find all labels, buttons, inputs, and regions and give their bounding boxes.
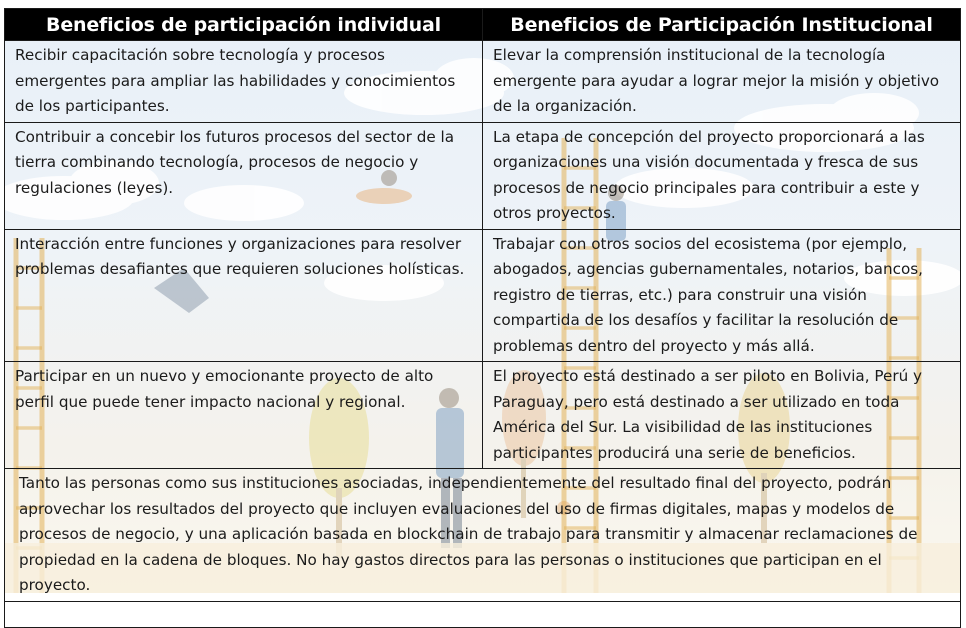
table-row (5, 229, 961, 362)
header-institutional: Beneficios de Participación Institucional (483, 9, 961, 41)
institutional-benefit-cell: Elevar la comprensión institucional de la tecnología emergente para ayudar a lograr mejor la misión y objetivo de la organización. (483, 41, 961, 123)
institutional-benefit-cell: La etapa de concepción del proyecto proporcionará a las organizaciones una visión documentada y fresca de sus procesos de negocio principales para contribuir a este y otros proyectos. (483, 122, 961, 229)
individual-benefit-cell: Contribuir a concebir los futuros procesos del sector de la tierra combinando tecnología, procesos de negocio y regulaciones (leyes). (5, 122, 483, 229)
individual-benefit-cell: Participar en un nuevo y emocionante proyecto de alto perfil que puede tener impacto nacional y regional. (5, 362, 483, 469)
empty-row (5, 601, 961, 627)
institutional-benefit-cell: El proyecto está destinado a ser piloto en Bolivia, Perú y Paraguay, pero está destinado a ser utilizado en toda América del Sur. La visibilidad de las instituciones participantes producirá una serie de beneficios. (483, 362, 961, 469)
header-individual: Beneficios de participación individual (5, 9, 483, 41)
summary-row (5, 469, 961, 602)
summary-cell: Tanto las personas como sus instituciones asociadas, independientemente del resultado final del proyecto, podrán aprovechar los resultados del proyecto que incluyen evaluaciones del uso de firmas digitales, mapas y modelos de procesos de negocio, y una aplicación basada en blockchain de trabajo para transmitir y almacenar reclamaciones de propiedad en la cadena de bloques. No hay gastos directos para las personas o instituciones que participan en el proyecto. (5, 469, 961, 602)
individual-benefit-cell: Interacción entre funciones y organizaciones para resolver problemas desafiantes que requieren soluciones holísticas. (5, 229, 483, 362)
individual-benefit-cell: Recibir capacitación sobre tecnología y procesos emergentes para ampliar las habilidades y conocimientos de los participantes. (5, 41, 483, 123)
institutional-benefit-cell: Trabajar con otros socios del ecosistema (por ejemplo, abogados, agencias gubernamentales, notarios, bancos, registro de tierras, etc.) para construir una visión compartida de los desafíos y facilitar la resolución de problemas dentro del proyecto y más allá. (483, 229, 961, 362)
table-row (5, 362, 961, 469)
table-row (5, 41, 961, 123)
table-row (5, 122, 961, 229)
empty-cell (5, 601, 961, 627)
header-row (5, 9, 961, 41)
benefits-table (4, 8, 961, 628)
